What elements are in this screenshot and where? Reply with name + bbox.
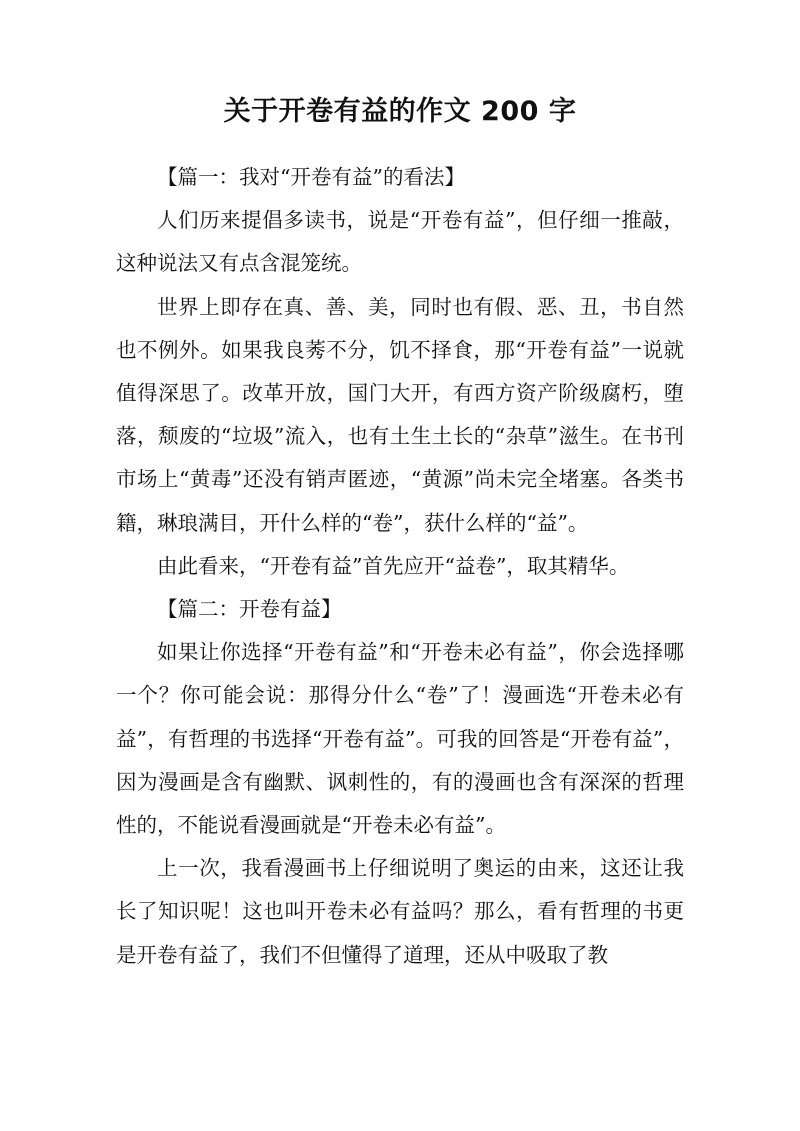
paragraph-5: 上一次，我看漫画书上仔细说明了奥运的由来，这还让我长了知识呢！这也叫开卷未必有益吗？那么，看有哲理的书更是开卷有益了，我们不但懂得了道理，还从中吸取了教 [116, 856, 684, 967]
paragraph-2: 世界上即存在真、善、美，同时也有假、恶、丑，书自然也不例外。如果我良莠不分，饥不择食，那“开卷有益”一说就值得深思了。改革开放，国门大开，有西方资产阶级腐朽，堕落，颓废的“垃圾”流入，也有土生土长的“杂草”滋生。在书刊市场上“黄毒”还没有销声匿迹，“黄源”尚未完全堵塞。各类书籍，琳琅满目，开什么样的“卷”，获什么样的“益”。 [116, 294, 684, 535]
section-heading-1: 【篇一：我对“开卷有益”的看法】 [157, 165, 465, 189]
paragraph-1: 人们历来提倡多读书，说是“开卷有益”，但仔细一推敲，这种说法又有点含混笼统。 [116, 208, 684, 276]
paragraph-3: 由此看来，“开卷有益”首先应开“益卷”，取其精华。 [157, 553, 630, 578]
paragraph-4: 如果让你选择“开卷有益”和“开卷未必有益”，你会选择哪一个？你可能会说：那得分什么“卷”了！漫画选“开卷未必有益”，有哲理的书选择“开卷有益”。可我的回答是“开卷有益”，因为漫画是含有幽默、讽刺性的，有的漫画也含有深深的哲理性的，不能说看漫画就是“开卷未必有益”。 [116, 640, 684, 838]
document-title: 关于开卷有益的作文 200 字 [223, 96, 577, 127]
section-heading-2: 【篇二：开卷有益】 [157, 597, 342, 622]
